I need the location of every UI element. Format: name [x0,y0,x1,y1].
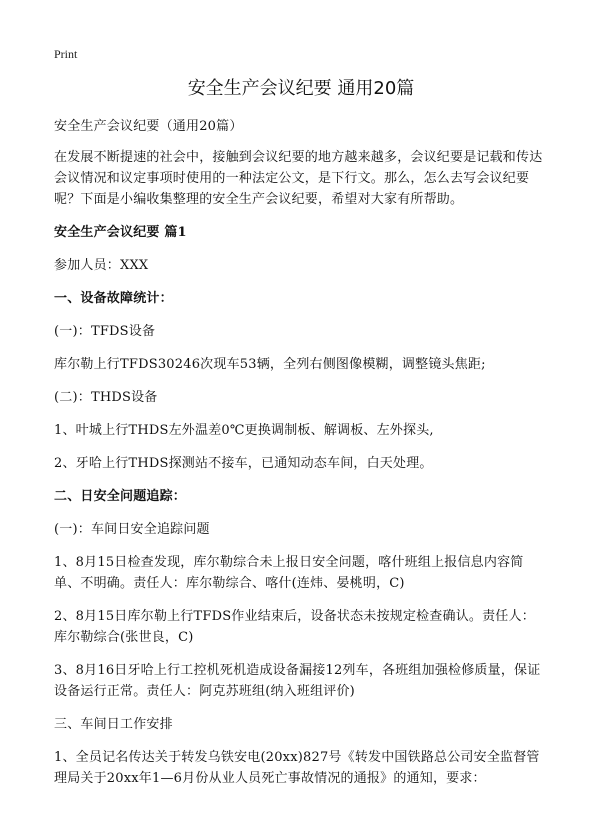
tfds-item: 库尔勒上行TFDS30246次现车53辆，全列右侧图像模糊，调整镜头焦距; [54,357,486,372]
section-heading-equipment-faults: 一、设备故障统计： [54,291,173,306]
subheading-thds: (二)：THDS设备 [54,390,158,405]
work-plan-item-1: 1、全员记名传达关于转发乌铁安电(20xx)827号《转发中国铁路总公司安全监督管理局关于20xx年1—6月份从业人员死亡事故情况的通报》的通知，要求： [54,750,540,786]
safety-item-3: 3、8月16日牙哈上行工控机死机造成设备漏接12列车，各班组加强检修质量，保证设备运行正常。责任人：阿克苏班组(纳入班组评价) [54,663,541,699]
section-heading-daily-safety: 二、日安全问题追踪： [54,489,187,504]
thds-item-2: 2、牙哈上行THDS探测站不接车，已通知动态车间，白天处理。 [54,456,433,471]
subheading-workshop-tracking: (一)：车间日安全追踪问题 [54,522,210,537]
print-link[interactable]: Print [54,47,78,61]
section-heading-part1: 安全生产会议纪要 篇1 [54,225,187,240]
safety-item-2: 2、8月15日库尔勒上行TFDS作业结束后，设备状态未按规定检查确认。责任人：库尔勒综合(张世良，C) [54,609,535,645]
subtitle-paragraph: 安全生产会议纪要（通用20篇） [54,119,243,134]
section-heading-work-plan: 三、车间日工作安排 [54,717,173,732]
thds-item-1: 1、叶城上行THDS左外温差0℃更换调制板、解调板、左外探头, [54,423,434,438]
attendees-paragraph: 参加人员：XXX [54,258,149,273]
safety-item-1: 1、8月15日检查发现，库尔勒综合未上报日安全问题，喀什班组上报信息内容简单、不明确。责任人：库尔勒综合、喀什(连炜、晏桃明，C) [54,555,524,591]
document-title: 安全生产会议纪要 通用20篇 [187,78,415,99]
intro-paragraph: 在发展不断提速的社会中，接触到会议纪要的地方越来越多，会议纪要是记载和传达会议情况和议定事项时使用的一种法定公文，是下行文。那么，怎么去写会议纪要呢？下面是小编收集整理的安全生产会议纪要，希望对大家有所帮助。 [54,150,543,207]
subheading-tfds: (一)：TFDS设备 [54,324,156,339]
